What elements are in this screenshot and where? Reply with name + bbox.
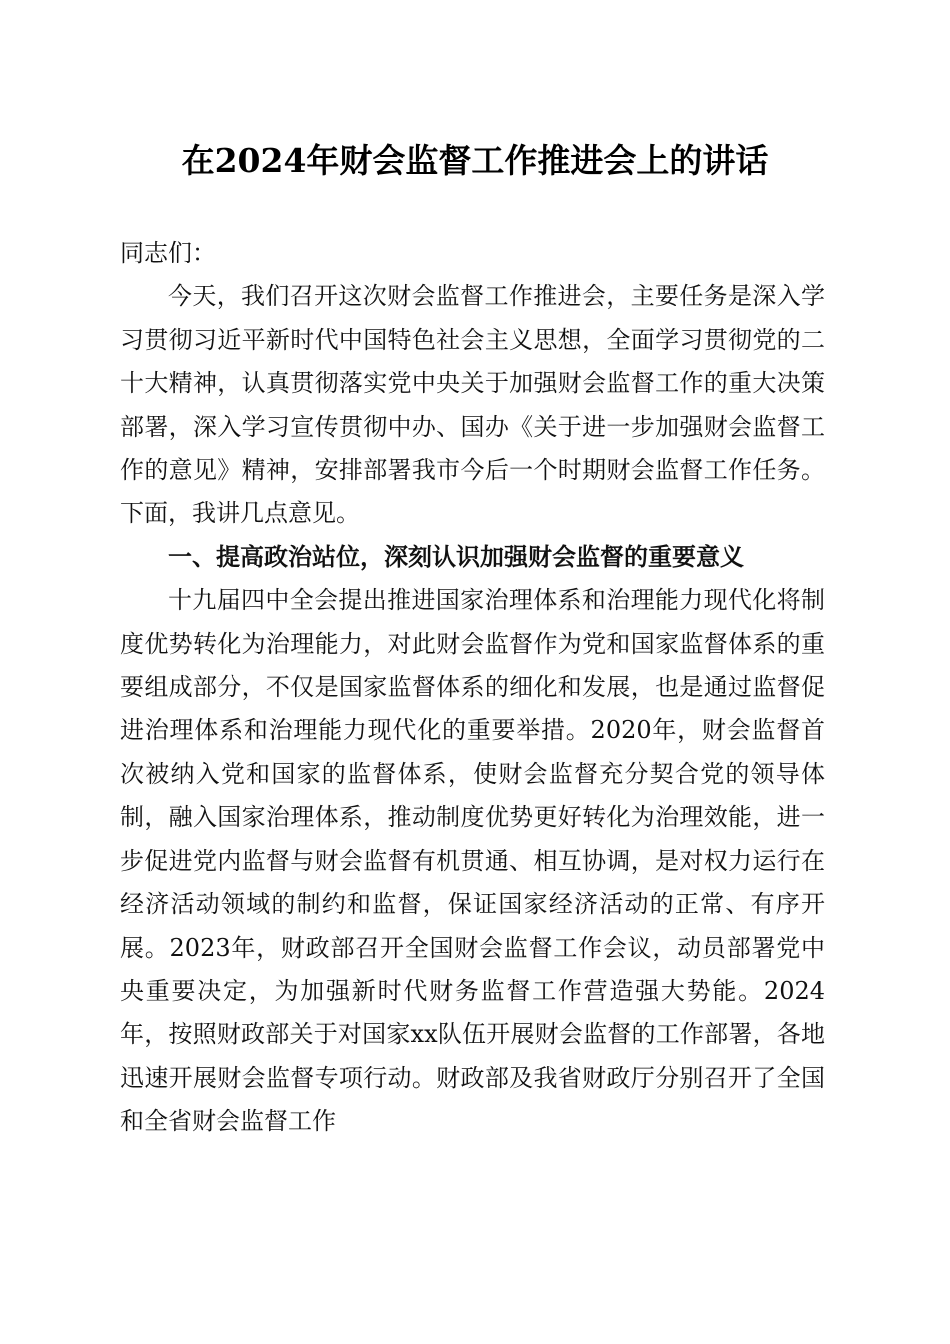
opening-paragraph: 今天，我们召开这次财会监督工作推进会，主要任务是深入学习贯彻习近平新时代中国特色社会主义思想，全面学习贯彻党的二十大精神，认真贯彻落实党中央关于加强财会监督工作的重大决策部署，深入学习宣传贯彻中办、国办《关于进一步加强财会监督工作的意见》精神，安排部署我市今后一个时期财会监督工作任务。下面，我讲几点意见。	[120, 282, 825, 528]
section-heading-1: 一、提高政治站位，深刻认识加强财会监督的重要意义	[168, 542, 744, 571]
document-body	[120, 232, 825, 1144]
document-title: 在2024年财会监督工作推进会上的讲话	[181, 141, 769, 180]
salutation: 同志们：	[120, 239, 216, 267]
section-1-paragraph: 十九届四中全会提出推进国家治理体系和治理能力现代化将制度优势转化为治理能力，对此财会监督作为党和国家监督体系的重要组成部分，不仅是国家监督体系的细化和发展，也是通过监督促进治理体系和治理能力现代化的重要举措。2020年，财会监督首次被纳入党和国家的监督体系，使财会监督充分契合党的领导体制，融入国家治理体系，推动制度优势更好转化为治理效能，进一步促进党内监督与财会监督有机贯通、相互协调，是对权力运行在经济活动领域的制约和监督，保证国家经济活动的正常、有序开展。2023年，财政部召开全国财会监督工作会议，动员部署党中央重要决定，为加强新时代财务监督工作营造强大势能。2024年，按照财政部关于对国家xx队伍开展财会监督的工作部署，各地迅速开展财会监督专项行动。财政部及我省财政厅分别召开了全国和全省财会监督工作	[120, 586, 825, 1136]
